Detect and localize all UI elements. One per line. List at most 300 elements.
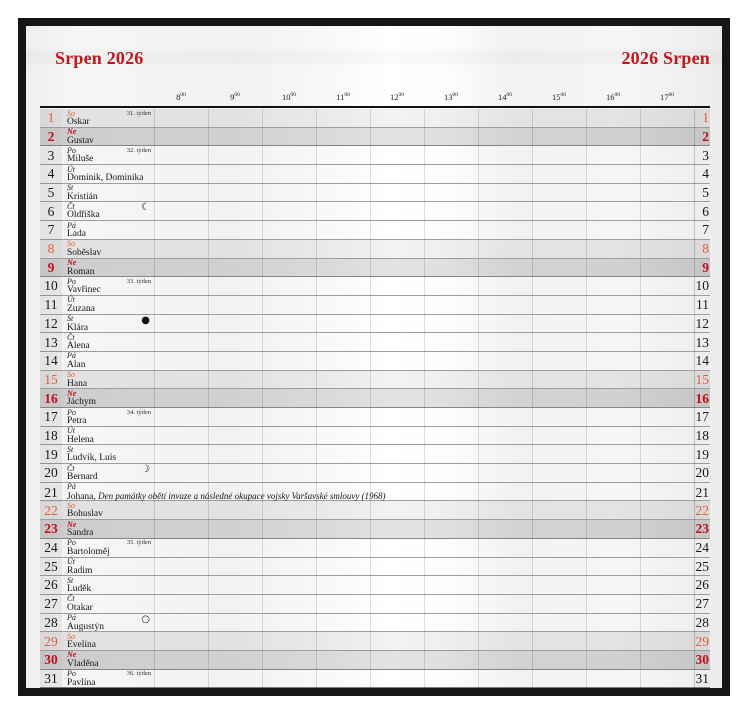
day-number: 4 (40, 165, 62, 184)
hour-cell-10 (262, 277, 316, 296)
nameday-text: Jáchym (67, 397, 97, 408)
nameday-text: Johana, (67, 491, 96, 502)
hour-cell-15 (532, 146, 586, 165)
hour-cell-12 (370, 408, 424, 427)
week-number: 36. týden (126, 670, 151, 678)
hour-cell-16 (586, 184, 640, 203)
day-number: 15 (44, 371, 58, 387)
hour-cell-15 (532, 296, 586, 315)
hour-cell-11 (316, 184, 370, 203)
hour-superscript: 00 (234, 92, 240, 99)
hour-cell-16 (586, 259, 640, 278)
hour-cell-17 (640, 464, 694, 483)
hour-cell-17 (640, 333, 694, 352)
hour-cell-10 (262, 651, 316, 670)
hour-cell-13 (424, 427, 478, 446)
day-number-right: 4 (694, 165, 710, 184)
hour-cell-13 (424, 558, 478, 577)
hour-cell-16 (586, 109, 640, 128)
hour-cell-8 (154, 632, 208, 651)
hour-cell-9 (208, 651, 262, 670)
hour-cell-10 (262, 333, 316, 352)
hour-cell-11 (316, 445, 370, 464)
hour-cell-11 (316, 333, 370, 352)
hour-cell-8 (154, 109, 208, 128)
hour-cell-14 (478, 651, 532, 670)
day-info (62, 501, 154, 520)
hour-cell-8 (154, 539, 208, 558)
day-abbreviation: St (67, 575, 74, 585)
hour-cell-14 (478, 109, 532, 128)
hour-cell-13 (424, 315, 478, 334)
hour-cell-10 (262, 670, 316, 689)
hour-cell-9 (208, 501, 262, 520)
day-number: 25 (40, 558, 62, 577)
day-number-right: 27 (694, 595, 710, 614)
hour-cell-12 (370, 109, 424, 128)
day-row-28 (40, 614, 710, 633)
hour-cell-9 (208, 315, 262, 334)
hour-cell-15 (532, 558, 586, 577)
hour-cell-11 (316, 558, 370, 577)
hour-label-9: $9^{00}$ (230, 92, 240, 102)
month-title-right: 2026 Srpen (621, 48, 710, 68)
day-info (62, 315, 154, 334)
hour-cell-15 (532, 221, 586, 240)
nameday-text: Soběslav (67, 247, 102, 258)
hour-cell-8 (154, 558, 208, 577)
hour-cell-13 (424, 614, 478, 633)
day-abbreviation: Út (67, 426, 75, 436)
hour-cell-13 (424, 389, 478, 408)
day-abbreviation: St (67, 444, 74, 454)
hour-cell-13 (424, 445, 478, 464)
hour-cell-8 (154, 670, 208, 689)
day-number: 28 (40, 614, 62, 633)
day-row-26 (40, 576, 710, 595)
day-row-11 (40, 296, 710, 315)
day-number-right: 24 (694, 539, 710, 558)
hour-cell-16 (586, 371, 640, 390)
hour-superscript: 00 (290, 92, 296, 99)
hour-cell-12 (370, 128, 424, 147)
hour-cell-13 (424, 296, 478, 315)
nameday-text: Otakar (67, 602, 93, 613)
hour-cell-10 (262, 184, 316, 203)
hour-cell-11 (316, 464, 370, 483)
nameday-text: Vavřinec (67, 285, 101, 296)
hour-cell-16 (586, 558, 640, 577)
day-info (62, 333, 154, 352)
day-info (62, 202, 154, 221)
hour-cell-10 (262, 296, 316, 315)
hour-cell-10 (262, 221, 316, 240)
hour-cell-9 (208, 221, 262, 240)
hour-cell-8 (154, 371, 208, 390)
hour-cell-9 (208, 576, 262, 595)
hour-cell-11 (316, 221, 370, 240)
hour-cell-17 (640, 632, 694, 651)
hour-cell-9 (208, 165, 262, 184)
day-row-24 (40, 539, 710, 558)
hour-cell-8 (154, 315, 208, 334)
hour-cell-9 (208, 464, 262, 483)
hour-cell-17 (640, 165, 694, 184)
hour-cell-11 (316, 277, 370, 296)
day-info (62, 670, 154, 689)
day-info (62, 389, 154, 408)
hour-cell-12 (370, 558, 424, 577)
hour-cell-12 (370, 614, 424, 633)
nameday-text: Oskar (67, 117, 90, 127)
day-info (62, 146, 154, 165)
hour-cell-16 (586, 240, 640, 259)
hour-cell-12 (370, 184, 424, 203)
hour-superscript: 00 (560, 92, 566, 99)
hour-cell-17 (640, 240, 694, 259)
hour-cell-12 (370, 520, 424, 539)
day-info (62, 128, 154, 147)
hour-cell-12 (370, 333, 424, 352)
day-row-22 (40, 501, 710, 520)
day-number: 16 (44, 390, 58, 406)
hour-cell-16 (586, 501, 640, 520)
hour-cell-9 (208, 240, 262, 259)
hour-cell-14 (478, 614, 532, 633)
hour-cell-9 (208, 389, 262, 408)
nameday-names (67, 118, 154, 128)
day-number-right: 26 (694, 576, 710, 595)
day-number: 30 (44, 652, 58, 668)
hour-cell-8 (154, 165, 208, 184)
hour-cell-14 (478, 165, 532, 184)
day-abbreviation: Po (67, 145, 76, 155)
hour-label-14: $14^{00}$ (498, 92, 512, 102)
day-number: 21 (40, 483, 62, 503)
day-row-19 (40, 445, 710, 464)
day-info (62, 277, 154, 296)
hour-cell-17 (640, 501, 694, 520)
hour-cell-10 (262, 202, 316, 221)
hour-cell-14 (478, 259, 532, 278)
new-moon-icon: ● (141, 314, 150, 326)
hour-cell-14 (478, 240, 532, 259)
day-abbreviation: Ne (67, 127, 77, 137)
nameday-text: Roman (67, 266, 95, 277)
hour-cell-13 (424, 202, 478, 221)
day-abbreviation: Po (67, 669, 76, 679)
hour-cell-12 (370, 277, 424, 296)
hour-cell-17 (640, 371, 694, 390)
hour-cell-11 (316, 371, 370, 390)
day-row-18 (40, 427, 710, 446)
hour-cell-13 (424, 539, 478, 558)
hour-cell-17 (640, 558, 694, 577)
nameday-names (67, 529, 154, 539)
hour-cell-10 (262, 576, 316, 595)
hour-cell-16 (586, 651, 640, 670)
day-abbreviation: Pá (67, 613, 76, 623)
hour-cell-15 (532, 445, 586, 464)
hour-cell-13 (424, 651, 478, 670)
hour-superscript: 00 (398, 92, 404, 99)
hour-cell-9 (208, 259, 262, 278)
hour-cell-9 (208, 445, 262, 464)
hour-cell-10 (262, 408, 316, 427)
hour-cell-13 (424, 146, 478, 165)
day-number-right: 19 (694, 445, 710, 464)
hour-cell-9 (208, 296, 262, 315)
day-row-6 (40, 202, 710, 221)
day-row-23 (40, 520, 710, 539)
day-number: 31 (40, 670, 62, 689)
hour-cell-17 (640, 670, 694, 689)
hour-scale (40, 90, 710, 105)
hour-cell-13 (424, 576, 478, 595)
hour-cell-12 (370, 632, 424, 651)
hour-cell-10 (262, 558, 316, 577)
hour-cell-13 (424, 333, 478, 352)
day-row-9 (40, 259, 710, 278)
day-number-right: 9 (694, 259, 710, 278)
week-number: 35. týden (126, 539, 151, 547)
day-number: 2 (47, 128, 55, 144)
day-row-10 (40, 277, 710, 296)
day-abbreviation: Ne (67, 519, 77, 529)
nameday-text: Hana (67, 378, 88, 389)
day-row-21 (40, 483, 710, 502)
hour-cell-15 (532, 501, 586, 520)
hour-cell-12 (370, 464, 424, 483)
hour-cell-15 (532, 576, 586, 595)
hour-cell-9 (208, 202, 262, 221)
day-row-14 (40, 352, 710, 371)
month-title-left: Srpen 2026 (55, 48, 144, 68)
hour-cell-10 (262, 165, 316, 184)
day-info (62, 576, 154, 595)
day-row-16 (40, 389, 710, 408)
hour-cell-10 (262, 128, 316, 147)
nameday-text: Augustýn (67, 621, 104, 632)
hour-cell-17 (640, 389, 694, 408)
hour-cell-15 (532, 277, 586, 296)
hour-cell-15 (532, 352, 586, 371)
hour-label-15: $15^{00}$ (552, 92, 566, 102)
hour-cell-17 (640, 576, 694, 595)
day-row-30 (40, 651, 710, 670)
day-number-right: 23 (694, 520, 710, 539)
hour-cell-13 (424, 221, 478, 240)
hour-cell-10 (262, 520, 316, 539)
nameday-names (67, 361, 154, 371)
hour-cell-16 (586, 595, 640, 614)
day-info (62, 595, 154, 614)
hour-cell-8 (154, 352, 208, 371)
hour-cell-11 (316, 427, 370, 446)
hour-cell-14 (478, 202, 532, 221)
hour-cell-8 (154, 240, 208, 259)
hour-cell-16 (586, 277, 640, 296)
day-row-17 (40, 408, 710, 427)
day-number: 24 (40, 539, 62, 558)
day-number: 10 (40, 277, 62, 296)
day-info (62, 539, 154, 558)
week-number: 34. týden (126, 408, 151, 416)
nameday-names (67, 230, 154, 240)
day-row-29 (40, 632, 710, 651)
hour-cell-14 (478, 128, 532, 147)
day-number-right: 7 (694, 221, 710, 240)
hour-label-16: $16^{00}$ (606, 92, 620, 102)
day-abbreviation: So (67, 500, 75, 510)
hour-label-10: $10^{00}$ (282, 92, 296, 102)
hour-cell-15 (532, 670, 586, 689)
hour-cell-14 (478, 146, 532, 165)
day-number: 6 (40, 202, 62, 221)
calendar-page (26, 26, 722, 688)
hour-cell-16 (586, 427, 640, 446)
day-abbreviation: Ne (67, 650, 77, 660)
day-number-right: 1 (694, 109, 710, 128)
hour-cell-8 (154, 614, 208, 633)
hour-cell-12 (370, 296, 424, 315)
day-info (62, 520, 154, 539)
day-number: 22 (44, 502, 58, 518)
hour-cell-15 (532, 483, 586, 503)
nameday-names (67, 174, 154, 184)
hour-cell-17 (640, 445, 694, 464)
hour-cell-14 (478, 371, 532, 390)
hour-cell-16 (586, 445, 640, 464)
hour-cell-14 (478, 427, 532, 446)
hour-cell-12 (370, 539, 424, 558)
hour-cell-10 (262, 146, 316, 165)
nameday-text: Bohuslav (67, 509, 103, 520)
day-number-right: 20 (694, 464, 710, 483)
hour-cell-13 (424, 632, 478, 651)
full-moon-icon: ○ (141, 613, 150, 625)
hour-cell-12 (370, 427, 424, 446)
hour-cell-15 (532, 520, 586, 539)
day-number: 14 (40, 352, 62, 371)
hour-label-17: $17^{00}$ (660, 92, 674, 102)
hour-cell-12 (370, 352, 424, 371)
nameday-names (67, 585, 154, 595)
hour-cell-11 (316, 614, 370, 633)
hour-cell-10 (262, 632, 316, 651)
hour-cell-16 (586, 128, 640, 147)
hour-cell-10 (262, 389, 316, 408)
hour-cell-9 (208, 558, 262, 577)
hour-cell-17 (640, 202, 694, 221)
hour-cell-14 (478, 184, 532, 203)
nameday-text: Alan (67, 359, 86, 370)
hour-cell-11 (316, 128, 370, 147)
nameday-text: Sandra (67, 528, 94, 539)
day-info (62, 445, 154, 464)
day-row-25 (40, 558, 710, 577)
day-number: 19 (40, 445, 62, 464)
hour-cell-17 (640, 128, 694, 147)
hour-cell-17 (640, 184, 694, 203)
hour-cell-11 (316, 259, 370, 278)
day-number: 12 (40, 315, 62, 334)
day-abbreviation: Po (67, 276, 76, 286)
nameday-names (67, 398, 154, 408)
hour-cell-14 (478, 389, 532, 408)
day-abbreviation: Ne (67, 388, 77, 398)
hour-cell-11 (316, 389, 370, 408)
day-row-3 (40, 146, 710, 165)
hour-cell-12 (370, 315, 424, 334)
hour-cell-9 (208, 520, 262, 539)
nameday-text: Klára (67, 322, 89, 333)
day-rows (40, 109, 710, 688)
hour-cell-15 (532, 315, 586, 334)
hour-cell-13 (424, 371, 478, 390)
hour-cell-10 (262, 371, 316, 390)
hour-cell-16 (586, 352, 640, 371)
hour-cell-14 (478, 595, 532, 614)
nameday-text: Alena (67, 341, 90, 352)
hour-cell-8 (154, 296, 208, 315)
hour-cell-13 (424, 165, 478, 184)
day-row-20 (40, 464, 710, 483)
hour-cell-11 (316, 296, 370, 315)
hour-cell-11 (316, 240, 370, 259)
hour-cell-10 (262, 427, 316, 446)
day-abbreviation: So (67, 631, 75, 641)
hour-cell-9 (208, 146, 262, 165)
hour-superscript: 00 (344, 92, 350, 99)
hour-cell-13 (424, 483, 478, 503)
hour-cell-13 (424, 501, 478, 520)
hour-cell-13 (424, 520, 478, 539)
day-info (62, 651, 154, 670)
hour-cell-12 (370, 259, 424, 278)
hour-cell-10 (262, 259, 316, 278)
hour-cell-14 (478, 558, 532, 577)
day-abbreviation: Čt (67, 332, 75, 342)
day-row-15 (40, 371, 710, 390)
hour-cell-15 (532, 240, 586, 259)
day-info (62, 165, 154, 184)
day-row-12 (40, 315, 710, 334)
hour-cell-11 (316, 315, 370, 334)
day-info (62, 109, 154, 128)
hour-cell-14 (478, 464, 532, 483)
day-row-7 (40, 221, 710, 240)
hour-cell-15 (532, 259, 586, 278)
hour-cell-15 (532, 595, 586, 614)
hour-cell-9 (208, 614, 262, 633)
hour-label-8: $8^{00}$ (176, 92, 186, 102)
week-number: 31. týden (126, 109, 151, 117)
nameday-names (67, 249, 154, 259)
hour-cell-14 (478, 408, 532, 427)
day-abbreviation: St (67, 314, 74, 324)
hour-cell-17 (640, 614, 694, 633)
hour-cell-10 (262, 539, 316, 558)
day-number: 11 (40, 296, 62, 315)
hour-cell-11 (316, 408, 370, 427)
day-number: 13 (40, 333, 62, 352)
hour-cell-13 (424, 184, 478, 203)
hour-cell-16 (586, 576, 640, 595)
hour-cell-14 (478, 539, 532, 558)
day-number: 5 (40, 184, 62, 203)
day-abbreviation: Út (67, 164, 75, 174)
